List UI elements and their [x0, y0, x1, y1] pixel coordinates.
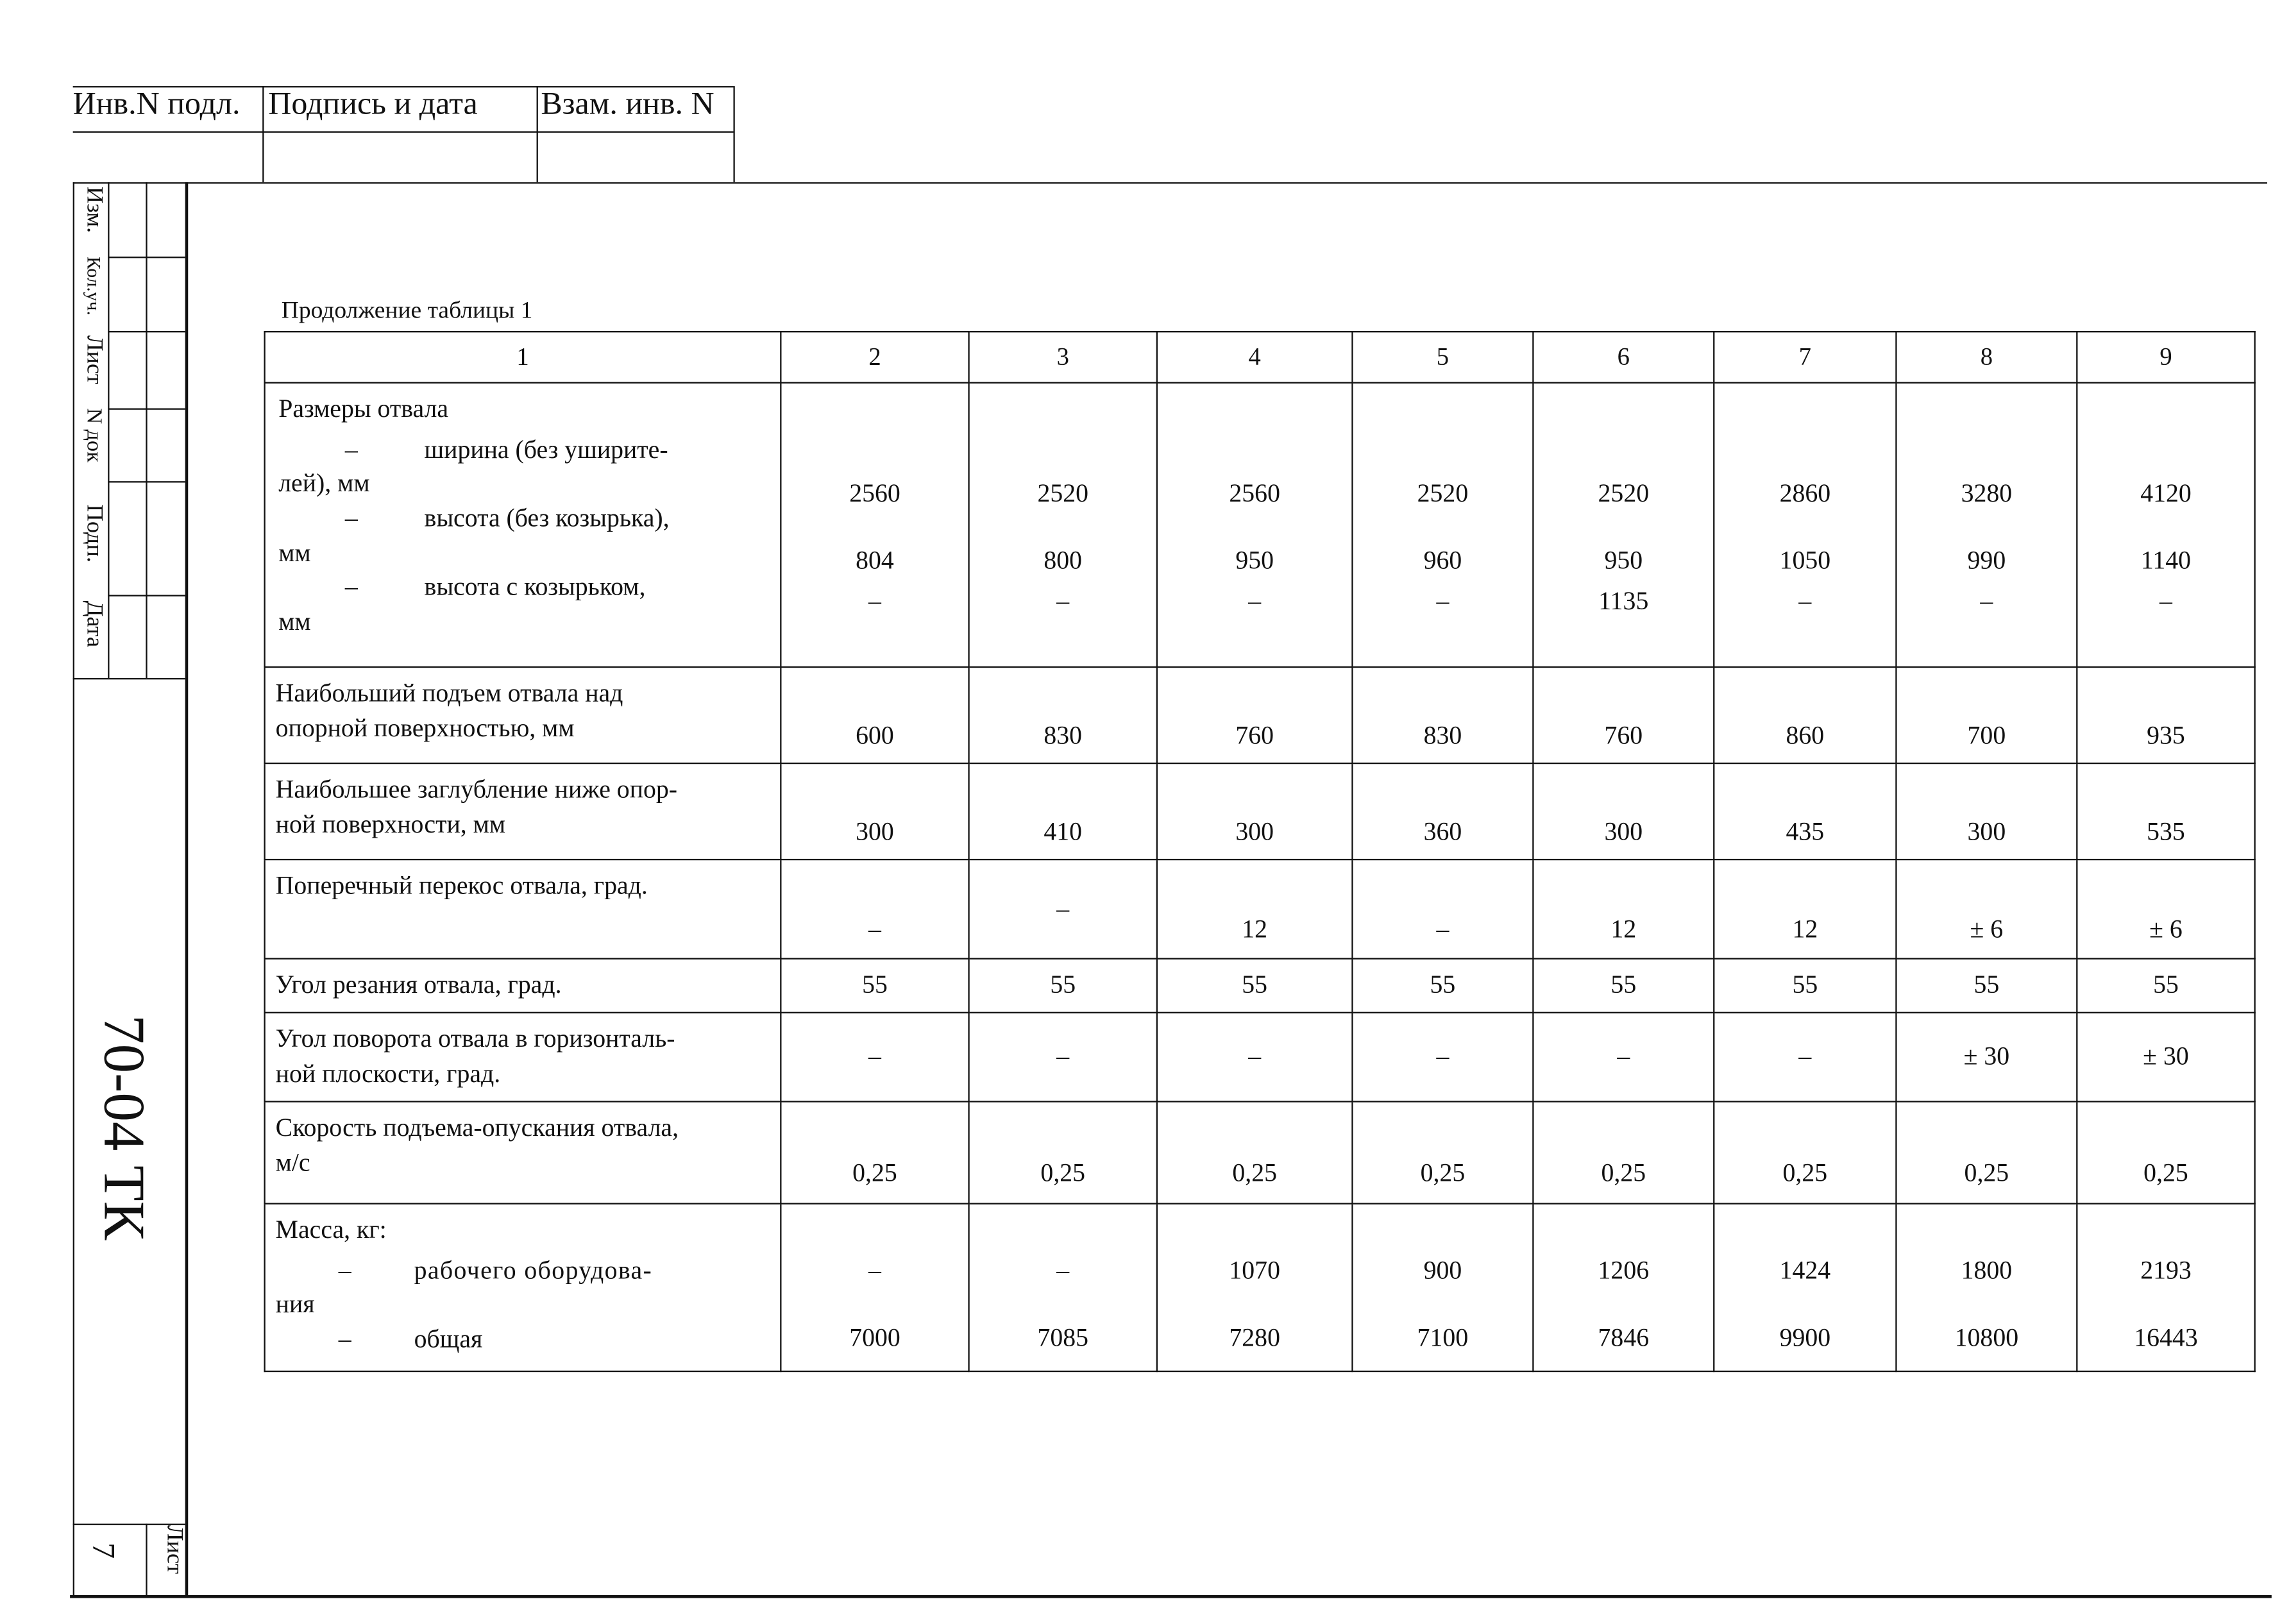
dash: –	[344, 503, 358, 532]
cell-value: 55	[1242, 969, 1268, 999]
value-cell	[969, 667, 1157, 763]
value-cell	[1157, 1101, 1353, 1203]
cell-value: 16443	[2134, 1322, 2198, 1352]
value-cell	[1714, 667, 1896, 763]
cell-value: 1050	[1779, 545, 1831, 575]
cell-value: 1800	[1961, 1255, 2013, 1285]
cell-value: 55	[1610, 969, 1637, 999]
param-cell	[265, 1013, 781, 1102]
cell-value: 7085	[1037, 1322, 1089, 1352]
value-cell	[781, 959, 968, 1013]
cell-value: ± 30	[1963, 1041, 2010, 1070]
value-cell	[969, 1204, 1157, 1371]
cell-value: ± 6	[2149, 914, 2183, 943]
value-cell	[2077, 1013, 2254, 1102]
table-row-mass	[265, 1204, 2255, 1371]
value-cell	[2077, 383, 2254, 667]
stamp-data-label: Дата	[81, 600, 106, 648]
cell-value: 7100	[1417, 1322, 1469, 1352]
frame-bottom-border	[70, 1595, 2272, 1598]
cell-value: –	[1980, 586, 1993, 616]
value-cell	[1714, 1101, 1896, 1203]
left-stamp-row-line	[108, 331, 185, 332]
value-cell	[781, 763, 968, 859]
cell-value: –	[868, 1041, 881, 1070]
cell-value: ± 6	[1970, 914, 2004, 943]
value-cell	[1533, 763, 1714, 859]
value-cell	[1352, 859, 1533, 959]
cell-value: –	[1617, 1041, 1630, 1070]
cell-value: 950	[1604, 545, 1643, 575]
cell-value: 435	[1786, 816, 1825, 846]
row-label: Поперечный перекос отвала, град.	[275, 870, 648, 900]
row-label: ной поверхности, мм	[275, 808, 506, 838]
value-cell	[1157, 667, 1353, 763]
cell-value: 1070	[1229, 1255, 1280, 1285]
cell-value: 55	[1050, 969, 1076, 999]
value-cell	[969, 383, 1157, 667]
cell-value: –	[1056, 1041, 1070, 1070]
header-cell: 3	[969, 332, 1157, 383]
value-cell	[969, 763, 1157, 859]
cell-value: 0,25	[2143, 1158, 2188, 1187]
stamp-mid-border	[73, 131, 734, 133]
value-cell	[1157, 763, 1353, 859]
cell-value: 7846	[1598, 1322, 1650, 1352]
cell-value: 900	[1423, 1255, 1462, 1285]
cell-value: 4120	[2140, 478, 2192, 508]
value-cell	[1896, 763, 2077, 859]
document-code: 70-04 ТК	[92, 1015, 158, 1240]
cell-value: 300	[1967, 816, 2006, 846]
value-cell	[969, 859, 1157, 959]
table-row	[265, 1101, 2255, 1203]
left-stamp-row-line	[108, 409, 185, 410]
row-label: мм	[278, 606, 311, 636]
cell-value: 990	[1967, 545, 2006, 575]
value-cell	[1352, 763, 1533, 859]
cell-value: –	[1798, 586, 1812, 616]
cell-value: 360	[1423, 816, 1462, 846]
cell-value: 804	[856, 545, 894, 575]
cell-value: 830	[1044, 720, 1083, 750]
row-label: Скорость подъема-опускания отвала,	[275, 1112, 679, 1142]
cell-value: 300	[1235, 816, 1274, 846]
cell-value: 760	[1235, 720, 1274, 750]
row-label: Размеры отвала	[278, 393, 449, 423]
dash: –	[338, 1255, 351, 1284]
value-cell	[2077, 1204, 2254, 1371]
cell-value: 2560	[1229, 478, 1280, 508]
header-cell: 5	[1352, 332, 1533, 383]
table-row	[265, 1013, 2255, 1102]
left-stamp-row-line	[73, 678, 185, 679]
cell-value: –	[868, 1255, 881, 1285]
value-cell	[1533, 859, 1714, 959]
dash: –	[344, 434, 358, 464]
cell-value: 9900	[1779, 1322, 1831, 1352]
cell-value: 410	[1044, 816, 1083, 846]
row-label: высота с козырьком,	[424, 571, 646, 601]
value-cell	[969, 959, 1157, 1013]
value-cell	[2077, 959, 2254, 1013]
value-cell	[781, 1101, 968, 1203]
cell-value: ± 30	[2143, 1041, 2189, 1070]
cell-value: 960	[1423, 545, 1462, 575]
left-stamp-row-line	[108, 595, 185, 596]
header-cell: 4	[1157, 332, 1353, 383]
row-label: ной плоскости, град.	[275, 1058, 501, 1088]
signature-date-label: Подпись и дата	[268, 84, 478, 121]
value-cell	[1714, 383, 1896, 667]
cell-value: –	[868, 586, 881, 616]
cell-value: 800	[1044, 545, 1083, 575]
value-cell	[2077, 667, 2254, 763]
left-stamp-row-line	[108, 481, 185, 482]
cell-value: –	[1436, 914, 1449, 943]
left-stamp-border	[185, 182, 189, 1596]
table-row	[265, 859, 2255, 959]
sheet-number: 7	[86, 1543, 123, 1559]
cell-value: 3280	[1961, 478, 2013, 508]
cell-value: 950	[1235, 545, 1274, 575]
cell-value: 7000	[849, 1322, 900, 1352]
cell-value: 55	[862, 969, 888, 999]
value-cell	[1533, 383, 1714, 667]
row-label: ширина (без уширите-	[424, 434, 668, 464]
dash: –	[344, 571, 358, 601]
cell-value: –	[1436, 1041, 1449, 1070]
row-label: ния	[275, 1289, 315, 1319]
table-row-dimensions	[265, 383, 2255, 667]
value-cell	[1533, 667, 1714, 763]
row-label: м/с	[275, 1147, 310, 1176]
cell-value: –	[1056, 586, 1070, 616]
cell-value: 55	[1792, 969, 1818, 999]
param-cell	[265, 859, 781, 959]
row-label: лей), мм	[278, 468, 370, 498]
row-label: общая	[414, 1323, 483, 1353]
cell-value: 760	[1604, 720, 1643, 750]
header-cell: 6	[1533, 332, 1714, 383]
value-cell	[1157, 959, 1353, 1013]
header-cell: 1	[265, 332, 781, 383]
value-cell	[1896, 959, 2077, 1013]
value-cell	[1714, 763, 1896, 859]
cell-value: –	[1798, 1041, 1812, 1070]
value-cell	[1157, 1013, 1353, 1102]
cell-value: 2560	[849, 478, 900, 508]
stamp-divider	[537, 86, 538, 182]
cell-value: 7280	[1229, 1322, 1280, 1352]
value-cell	[1714, 959, 1896, 1013]
inv-podl-label: Инв.N подл.	[72, 84, 241, 121]
value-cell	[1533, 959, 1714, 1013]
param-cell	[265, 383, 781, 667]
cell-value: 55	[2153, 969, 2179, 999]
cell-value: –	[2159, 586, 2172, 616]
cell-value: –	[1248, 1041, 1262, 1070]
param-cell	[265, 959, 781, 1013]
value-cell	[2077, 763, 2254, 859]
value-cell	[969, 1101, 1157, 1203]
cell-value: 0,25	[1782, 1158, 1828, 1187]
cell-value: 860	[1786, 720, 1825, 750]
stamp-divider	[262, 86, 264, 182]
cell-value: 12	[1610, 914, 1637, 943]
stamp-podp-label: Подп.	[81, 504, 106, 563]
sheet-divider	[146, 1524, 147, 1597]
value-cell	[1157, 859, 1353, 959]
value-cell	[1352, 1101, 1533, 1203]
left-stamp-row-line	[108, 257, 185, 258]
value-cell	[2077, 859, 2254, 959]
spec-table	[264, 331, 2255, 1372]
value-cell	[781, 667, 968, 763]
left-stamp-border	[73, 182, 74, 1596]
cell-value: 2520	[1417, 478, 1469, 508]
cell-value: 1135	[1598, 586, 1649, 616]
table-header-row	[265, 332, 2255, 383]
value-cell	[1352, 1013, 1533, 1102]
cell-value: 700	[1967, 720, 2006, 750]
row-label: Наибольший подъем отвала над	[275, 678, 623, 707]
replaced-inv-label: Взам. инв. N	[541, 84, 714, 121]
stamp-ndok-label: N док	[81, 408, 105, 462]
value-cell	[1352, 959, 1533, 1013]
value-cell	[781, 1204, 968, 1371]
stamp-izm-label: Изм.	[81, 186, 106, 233]
value-cell	[1896, 1101, 2077, 1203]
value-cell	[2077, 1101, 2254, 1203]
header-cell: 9	[2077, 332, 2254, 383]
table-caption: Продолжение таблицы 1	[281, 296, 533, 324]
cell-value: 1206	[1598, 1255, 1650, 1285]
cell-value: –	[1436, 586, 1449, 616]
cell-value: 1140	[2140, 545, 2192, 575]
cell-value: 0,25	[1601, 1158, 1646, 1187]
stamp-divider	[733, 86, 734, 182]
cell-value: 935	[2147, 720, 2185, 750]
value-cell	[1714, 859, 1896, 959]
cell-value: 830	[1423, 720, 1462, 750]
row-label: высота (без козырька),	[424, 503, 670, 532]
cell-value: 12	[1792, 914, 1818, 943]
value-cell	[1352, 1204, 1533, 1371]
dash: –	[338, 1323, 351, 1353]
cell-value: 2520	[1598, 478, 1650, 508]
value-cell	[1533, 1101, 1714, 1203]
sheet-label: Лист	[162, 1525, 187, 1575]
cell-value: –	[1056, 893, 1070, 923]
cell-value: 300	[1604, 816, 1643, 846]
value-cell	[1896, 1013, 2077, 1102]
cell-value: 0,25	[1420, 1158, 1466, 1187]
cell-value: 55	[1973, 969, 2000, 999]
row-label: Угол резания отвала, град.	[275, 969, 562, 999]
table-row	[265, 959, 2255, 1013]
value-cell	[1352, 383, 1533, 667]
param-cell	[265, 1204, 781, 1371]
value-cell	[1533, 1204, 1714, 1371]
cell-value: 535	[2147, 816, 2185, 846]
value-cell	[781, 859, 968, 959]
cell-value: 10800	[1954, 1322, 2019, 1352]
value-cell	[1896, 667, 2077, 763]
cell-value: 300	[856, 816, 894, 846]
value-cell	[1157, 1204, 1353, 1371]
cell-value: 0,25	[1040, 1158, 1086, 1187]
value-cell	[1157, 383, 1353, 667]
value-cell	[781, 1013, 968, 1102]
stamp-kol-label: Кол.уч.	[83, 257, 105, 316]
cell-value: 0,25	[852, 1158, 897, 1187]
cell-value: –	[1248, 586, 1262, 616]
value-cell	[1896, 1204, 2077, 1371]
cell-value: –	[1056, 1255, 1070, 1285]
row-label: рабочего оборудова-	[414, 1255, 653, 1284]
row-label: опорной поверхностью, мм	[275, 712, 575, 742]
header-cell: 8	[1896, 332, 2077, 383]
value-cell	[781, 383, 968, 667]
table-row	[265, 763, 2255, 859]
row-label: Наибольшее заглубление ниже опор-	[275, 774, 678, 804]
value-cell	[1533, 1013, 1714, 1102]
param-cell	[265, 667, 781, 763]
value-cell	[1352, 667, 1533, 763]
cell-value: 0,25	[1964, 1158, 2009, 1187]
cell-value: 2860	[1779, 478, 1831, 508]
param-cell	[265, 763, 781, 859]
cell-value: 55	[1430, 969, 1456, 999]
row-label: мм	[278, 537, 311, 567]
header-cell: 7	[1714, 332, 1896, 383]
cell-value: 0,25	[1232, 1158, 1277, 1187]
value-cell	[1896, 859, 2077, 959]
cell-value: 600	[856, 720, 894, 750]
cell-value: –	[868, 914, 881, 943]
cell-value: 12	[1242, 914, 1268, 943]
value-cell	[1896, 383, 2077, 667]
value-cell	[1714, 1204, 1896, 1371]
param-cell	[265, 1101, 781, 1203]
stamp-list-label: Лист	[81, 335, 106, 385]
cell-value: 1424	[1779, 1255, 1831, 1285]
table-row	[265, 667, 2255, 763]
row-label: Масса, кг:	[275, 1214, 387, 1244]
cell-value: 2193	[2140, 1255, 2192, 1285]
header-cell: 2	[781, 332, 968, 383]
value-cell	[1714, 1013, 1896, 1102]
frame-top-border	[73, 182, 2267, 183]
cell-value: 2520	[1037, 478, 1089, 508]
row-label: Угол поворота отвала в горизонталь-	[275, 1023, 675, 1053]
value-cell	[969, 1013, 1157, 1102]
